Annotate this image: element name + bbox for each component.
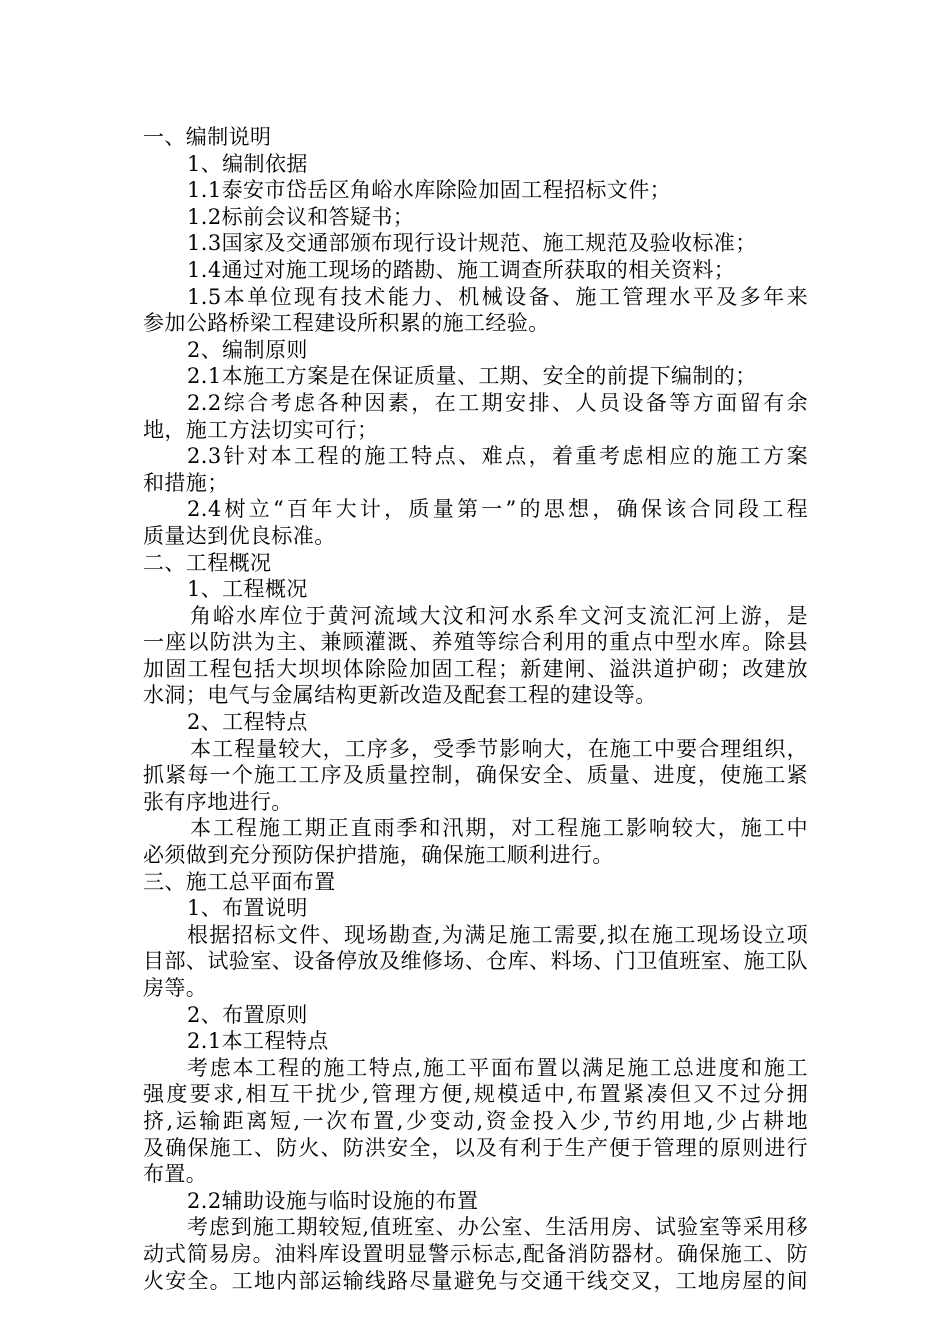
text-line: 考虑本工程的施工特点,施工平面布置以满足施工总进度和施工 [187, 1055, 808, 1080]
text-line: 1.4通过对施工现场的踏勘、施工调查所获取的相关资料； [187, 257, 736, 282]
text-line: 动式简易房。油料库设置明显警示标志,配备消防器材。确保施工、防 [143, 1241, 808, 1266]
text-line: 挤,运输距离短,一次布置,少变动,资金投入少,节约用地,少占耕地 [143, 1108, 808, 1133]
text-line: 房等。 [143, 976, 208, 1000]
text-line: 三、施工总平面布置 [143, 869, 336, 894]
text-line: 和措施； [143, 470, 229, 495]
text-line: 2、工程特点 [187, 710, 308, 735]
text-line: 2、编制原则 [187, 337, 308, 362]
text-line: 加固工程包括大坝坝体除险加固工程；新建闸、溢洪道护砌；改建放 [143, 656, 808, 681]
text-line: 目部、试验室、设备停放及维修场、仓库、料场、门卫值班室、施工队 [143, 949, 808, 974]
text-line: 1.2标前会议和答疑书； [187, 204, 415, 229]
text-line: 2、布置原则 [187, 1002, 308, 1027]
text-line: 本工程施工期正直雨季和汛期，对工程施工影响较大，施工中 [190, 816, 808, 841]
text-line: 强度要求,相互干扰少,管理方便,规模适中,布置紧凑但又不过分拥 [143, 1082, 808, 1107]
text-line: 2.1本工程特点 [187, 1029, 329, 1054]
text-line: 2.2综合考虑各种因素，在工期安排、人员设备等方面留有余 [187, 390, 808, 415]
text-line: 布置。 [143, 1162, 208, 1187]
text-line: 1.3国家及交通部颁布现行设计规范、施工规范及验收标准； [187, 231, 757, 256]
text-line: 质量达到优良标准。 [143, 523, 336, 548]
text-line: 参加公路桥梁工程建设所积累的施工经验。 [143, 311, 550, 336]
text-line: 地，施工方法切实可行； [143, 417, 379, 442]
document-page [143, 124, 808, 1294]
text-line: 1、布置说明 [187, 896, 308, 921]
text-line: 本工程量较大，工序多，受季节影响大，在施工中要合理组织， [190, 736, 808, 761]
text-line: 张有序地进行。 [143, 789, 293, 814]
text-line: 火安全。工地内部运输线路尽量避免与交通干线交叉，工地房屋的间 [143, 1268, 808, 1293]
text-line: 必须做到充分预防保护措施，确保施工顺利进行。 [143, 843, 614, 868]
text-line: 1.5本单位现有技术能力、机械设备、施工管理水平及多年来 [187, 284, 808, 309]
text-line: 一座以防洪为主、兼顾灌溉、养殖等综合利用的重点中型水库。除县 [143, 630, 808, 655]
text-line: 2.3针对本工程的施工特点、难点，着重考虑相应的施工方案 [187, 444, 808, 469]
text-line: 2.4树立“百年大计，质量第一”的思想，确保该合同段工程 [187, 497, 808, 522]
text-line: 根据招标文件、现场勘查,为满足施工需要,拟在施工现场设立项 [187, 922, 808, 947]
text-line: 1、工程概况 [187, 577, 308, 602]
text-line: 角峪水库位于黄河流域大汶和河水系牟文河支流汇河上游，是 [190, 603, 808, 628]
text-line: 二、工程概况 [143, 550, 272, 575]
text-line: 1.1泰安市岱岳区角峪水库除险加固工程招标文件； [187, 178, 671, 203]
text-line: 2.1本施工方案是在保证质量、工期、安全的前提下编制的； [187, 364, 757, 389]
text-line: 1、编制依据 [187, 151, 308, 176]
text-line: 及确保施工、防火、防洪安全，以及有利于生产便于管理的原则进行 [143, 1135, 808, 1160]
text-line: 抓紧每一个施工工序及质量控制，确保安全、质量、进度，使施工紧 [143, 763, 808, 788]
text-line: 2.2辅助设施与临时设施的布置 [187, 1188, 479, 1213]
text-line: 一、编制说明 [143, 125, 272, 149]
text-line: 水洞；电气与金属结构更新改造及配套工程的建设等。 [143, 683, 657, 708]
text-line: 考虑到施工期较短,值班室、办公室、生活用房、试验室等采用移 [187, 1215, 808, 1240]
